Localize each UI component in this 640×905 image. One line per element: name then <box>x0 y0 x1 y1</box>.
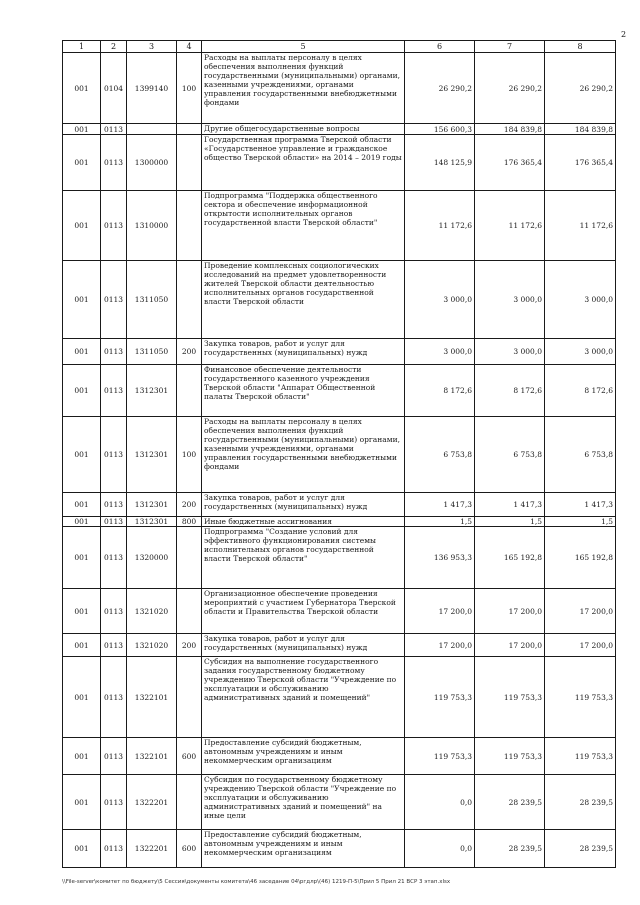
cell-amount-col6: 156 600,3 <box>405 124 475 135</box>
cell-target-code: 1321020 <box>127 634 177 657</box>
cell-section-code: 0113 <box>101 830 127 868</box>
table-row <box>63 738 616 775</box>
cell-amount-col7: 165 192,8 <box>475 527 545 589</box>
cell-section-code: 0113 <box>101 135 127 191</box>
cell-amount-col7: 6 753,8 <box>475 417 545 493</box>
cell-target-code: 1312301 <box>127 517 177 527</box>
cell-amount-col8: 28 239,5 <box>545 830 616 868</box>
cell-admin-code: 001 <box>63 634 101 657</box>
cell-section-code: 0113 <box>101 417 127 493</box>
cell-section-code: 0113 <box>101 124 127 135</box>
header-col-8: 8 <box>545 41 616 53</box>
cell-target-code: 1300000 <box>127 135 177 191</box>
cell-description: Проведение комплексных социологических исследований на предмет удовлетворенности жителей Тверской области деятельностью исполнительных органов государственной власти Тверской области <box>202 261 405 339</box>
cell-amount-col6: 6 753,8 <box>405 417 475 493</box>
cell-admin-code: 001 <box>63 53 101 124</box>
cell-section-code: 0113 <box>101 527 127 589</box>
cell-admin-code: 001 <box>63 527 101 589</box>
cell-target-code: 1322101 <box>127 657 177 738</box>
cell-admin-code: 001 <box>63 124 101 135</box>
cell-expense-type <box>177 365 202 417</box>
cell-amount-col7: 119 753,3 <box>475 738 545 775</box>
cell-amount-col8: 1 417,3 <box>545 493 616 517</box>
cell-amount-col7: 17 200,0 <box>475 589 545 634</box>
cell-section-code: 0104 <box>101 53 127 124</box>
cell-description: Расходы на выплаты персоналу в целях обеспечения выполнения функций государственными (муниципальными) органами, казенными учреждениями, органами управления государственными внебюджетными фондами <box>202 417 405 493</box>
cell-amount-col7: 1 417,3 <box>475 493 545 517</box>
cell-expense-type <box>177 657 202 738</box>
cell-expense-type: 100 <box>177 53 202 124</box>
cell-amount-col8: 184 839,8 <box>545 124 616 135</box>
header-col-1: 1 <box>63 41 101 53</box>
cell-admin-code: 001 <box>63 261 101 339</box>
cell-description: Предоставление субсидий бюджетным, автономным учреждениям и иным некоммерческим организациям <box>202 738 405 775</box>
cell-expense-type <box>177 191 202 261</box>
cell-section-code: 0113 <box>101 738 127 775</box>
cell-amount-col8: 119 753,3 <box>545 738 616 775</box>
cell-description: Расходы на выплаты персоналу в целях обеспечения выполнения функций государственными (муниципальными) органами, казенными учреждениями, органами управления государственными внебюджетными фондами <box>202 53 405 124</box>
cell-section-code: 0113 <box>101 493 127 517</box>
cell-amount-col6: 26 290,2 <box>405 53 475 124</box>
table-row <box>63 830 616 868</box>
cell-amount-col6: 119 753,3 <box>405 738 475 775</box>
cell-amount-col8: 119 753,3 <box>545 657 616 738</box>
cell-section-code: 0113 <box>101 365 127 417</box>
cell-description: Другие общегосударственные вопросы <box>202 124 405 135</box>
cell-expense-type <box>177 124 202 135</box>
cell-amount-col7: 119 753,3 <box>475 657 545 738</box>
cell-admin-code: 001 <box>63 738 101 775</box>
table-row <box>63 365 616 417</box>
cell-admin-code: 001 <box>63 589 101 634</box>
cell-amount-col6: 136 953,3 <box>405 527 475 589</box>
cell-description: Закупка товаров, работ и услуг для государственных (муниципальных) нужд <box>202 634 405 657</box>
cell-amount-col8: 26 290,2 <box>545 53 616 124</box>
cell-target-code: 1321020 <box>127 589 177 634</box>
cell-description: Государственная программа Тверской области «Государственное управление и гражданское общество Тверской области» на 2014 – 2019 годы <box>202 135 405 191</box>
cell-amount-col7: 8 172,6 <box>475 365 545 417</box>
header-col-4: 4 <box>177 41 202 53</box>
table-row <box>63 135 616 191</box>
cell-amount-col7: 26 290,2 <box>475 53 545 124</box>
cell-expense-type: 200 <box>177 339 202 365</box>
cell-amount-col7: 3 000,0 <box>475 339 545 365</box>
cell-target-code: 1312301 <box>127 493 177 517</box>
cell-description: Закупка товаров, работ и услуг для государственных (муниципальных) нужд <box>202 339 405 365</box>
table-row <box>63 657 616 738</box>
cell-description: Иные бюджетные ассигнования <box>202 517 405 527</box>
header-col-3: 3 <box>127 41 177 53</box>
cell-admin-code: 001 <box>63 493 101 517</box>
cell-amount-col8: 8 172,6 <box>545 365 616 417</box>
cell-expense-type <box>177 589 202 634</box>
cell-expense-type <box>177 135 202 191</box>
cell-amount-col7: 28 239,5 <box>475 775 545 830</box>
cell-amount-col7: 11 172,6 <box>475 191 545 261</box>
header-col-2: 2 <box>101 41 127 53</box>
cell-admin-code: 001 <box>63 365 101 417</box>
cell-expense-type: 800 <box>177 517 202 527</box>
cell-amount-col7: 1,5 <box>475 517 545 527</box>
cell-description: Организационное обеспечение проведения мероприятий с участием Губернатора Тверской области и Правительства Тверской области <box>202 589 405 634</box>
cell-admin-code: 001 <box>63 417 101 493</box>
cell-amount-col6: 148 125,9 <box>405 135 475 191</box>
cell-description: Предоставление субсидий бюджетным, автономным учреждениям и иным некоммерческим организациям <box>202 830 405 868</box>
cell-section-code: 0113 <box>101 191 127 261</box>
cell-expense-type: 200 <box>177 634 202 657</box>
header-col-5: 5 <box>202 41 405 53</box>
cell-section-code: 0113 <box>101 634 127 657</box>
cell-target-code: 1322201 <box>127 775 177 830</box>
cell-expense-type: 600 <box>177 830 202 868</box>
cell-admin-code: 001 <box>63 775 101 830</box>
cell-expense-type: 200 <box>177 493 202 517</box>
cell-amount-col8: 176 365,4 <box>545 135 616 191</box>
table-row <box>63 493 616 517</box>
cell-description: Субсидия на выполнение государственного задания государственному бюджетному учреждению Тверской области "Учреждение по эксплуатации и обслуживанию административных зданий и помещений" <box>202 657 405 738</box>
cell-admin-code: 001 <box>63 339 101 365</box>
header-row <box>63 41 616 53</box>
cell-target-code: 1312301 <box>127 365 177 417</box>
cell-amount-col6: 0,0 <box>405 775 475 830</box>
table-row <box>63 517 616 527</box>
cell-expense-type <box>177 775 202 830</box>
cell-amount-col8: 3 000,0 <box>545 339 616 365</box>
cell-target-code: 1322201 <box>127 830 177 868</box>
cell-amount-col6: 3 000,0 <box>405 261 475 339</box>
cell-amount-col6: 1 417,3 <box>405 493 475 517</box>
table-row <box>63 261 616 339</box>
cell-amount-col8: 165 192,8 <box>545 527 616 589</box>
cell-admin-code: 001 <box>63 830 101 868</box>
header-col-6: 6 <box>405 41 475 53</box>
header-col-7: 7 <box>475 41 545 53</box>
cell-amount-col8: 6 753,8 <box>545 417 616 493</box>
table-row <box>63 417 616 493</box>
cell-admin-code: 001 <box>63 517 101 527</box>
table-row <box>63 191 616 261</box>
table-row <box>63 53 616 124</box>
cell-description: Финансовое обеспечение деятельности государственного казенного учреждения Тверской области "Аппарат Общественной палаты Тверской области" <box>202 365 405 417</box>
cell-target-code: 1311050 <box>127 261 177 339</box>
cell-description: Подпрограмма "Создание условий для эффективного функционирования системы исполнительных органов государственной власти Тверской области" <box>202 527 405 589</box>
cell-section-code: 0113 <box>101 517 127 527</box>
cell-amount-col7: 3 000,0 <box>475 261 545 339</box>
table-row <box>63 634 616 657</box>
cell-section-code: 0113 <box>101 657 127 738</box>
cell-section-code: 0113 <box>101 339 127 365</box>
cell-amount-col8: 1,5 <box>545 517 616 527</box>
cell-amount-col7: 176 365,4 <box>475 135 545 191</box>
cell-amount-col8: 17 200,0 <box>545 634 616 657</box>
file-path-footer: \\File-server\комитет по бюджету\5 Сессия\документы комитета\46 заседание 04\ргдлр\(46) 1219-П-5\Прил 5 Прил 21 ВСР 3 этап.xlsx <box>62 879 451 885</box>
cell-amount-col6: 3 000,0 <box>405 339 475 365</box>
cell-target-code <box>127 124 177 135</box>
cell-amount-col8: 28 239,5 <box>545 775 616 830</box>
cell-section-code: 0113 <box>101 261 127 339</box>
cell-target-code: 1322101 <box>127 738 177 775</box>
cell-description: Закупка товаров, работ и услуг для государственных (муниципальных) нужд <box>202 493 405 517</box>
cell-amount-col8: 11 172,6 <box>545 191 616 261</box>
budget-table <box>62 40 616 868</box>
cell-amount-col8: 17 200,0 <box>545 589 616 634</box>
cell-amount-col6: 17 200,0 <box>405 634 475 657</box>
cell-target-code: 1399140 <box>127 53 177 124</box>
cell-amount-col6: 17 200,0 <box>405 589 475 634</box>
table-row <box>63 124 616 135</box>
cell-amount-col6: 8 172,6 <box>405 365 475 417</box>
cell-admin-code: 001 <box>63 191 101 261</box>
table-row <box>63 527 616 589</box>
cell-expense-type <box>177 527 202 589</box>
cell-expense-type: 100 <box>177 417 202 493</box>
cell-admin-code: 001 <box>63 135 101 191</box>
cell-target-code: 1320000 <box>127 527 177 589</box>
table-row <box>63 589 616 634</box>
table-row <box>63 775 616 830</box>
cell-target-code: 1311050 <box>127 339 177 365</box>
cell-section-code: 0113 <box>101 775 127 830</box>
table-row <box>63 339 616 365</box>
cell-section-code: 0113 <box>101 589 127 634</box>
cell-amount-col6: 0,0 <box>405 830 475 868</box>
cell-amount-col7: 28 239,5 <box>475 830 545 868</box>
cell-expense-type: 600 <box>177 738 202 775</box>
page-number: 2 <box>621 30 627 39</box>
cell-amount-col7: 17 200,0 <box>475 634 545 657</box>
cell-admin-code: 001 <box>63 657 101 738</box>
cell-expense-type <box>177 261 202 339</box>
cell-amount-col6: 11 172,6 <box>405 191 475 261</box>
cell-target-code: 1312301 <box>127 417 177 493</box>
cell-amount-col6: 1,5 <box>405 517 475 527</box>
cell-description: Субсидия по государственному бюджетному учреждению Тверской области "Учреждение по эксплуатации и обслуживанию административных зданий и помещений" на иные цели <box>202 775 405 830</box>
cell-target-code: 1310000 <box>127 191 177 261</box>
cell-amount-col6: 119 753,3 <box>405 657 475 738</box>
cell-amount-col8: 3 000,0 <box>545 261 616 339</box>
cell-amount-col7: 184 839,8 <box>475 124 545 135</box>
cell-description: Подпрограмма "Поддержка общественного сектора и обеспечение информационной открытости исполнительных органов государственной власти Тверской области" <box>202 191 405 261</box>
